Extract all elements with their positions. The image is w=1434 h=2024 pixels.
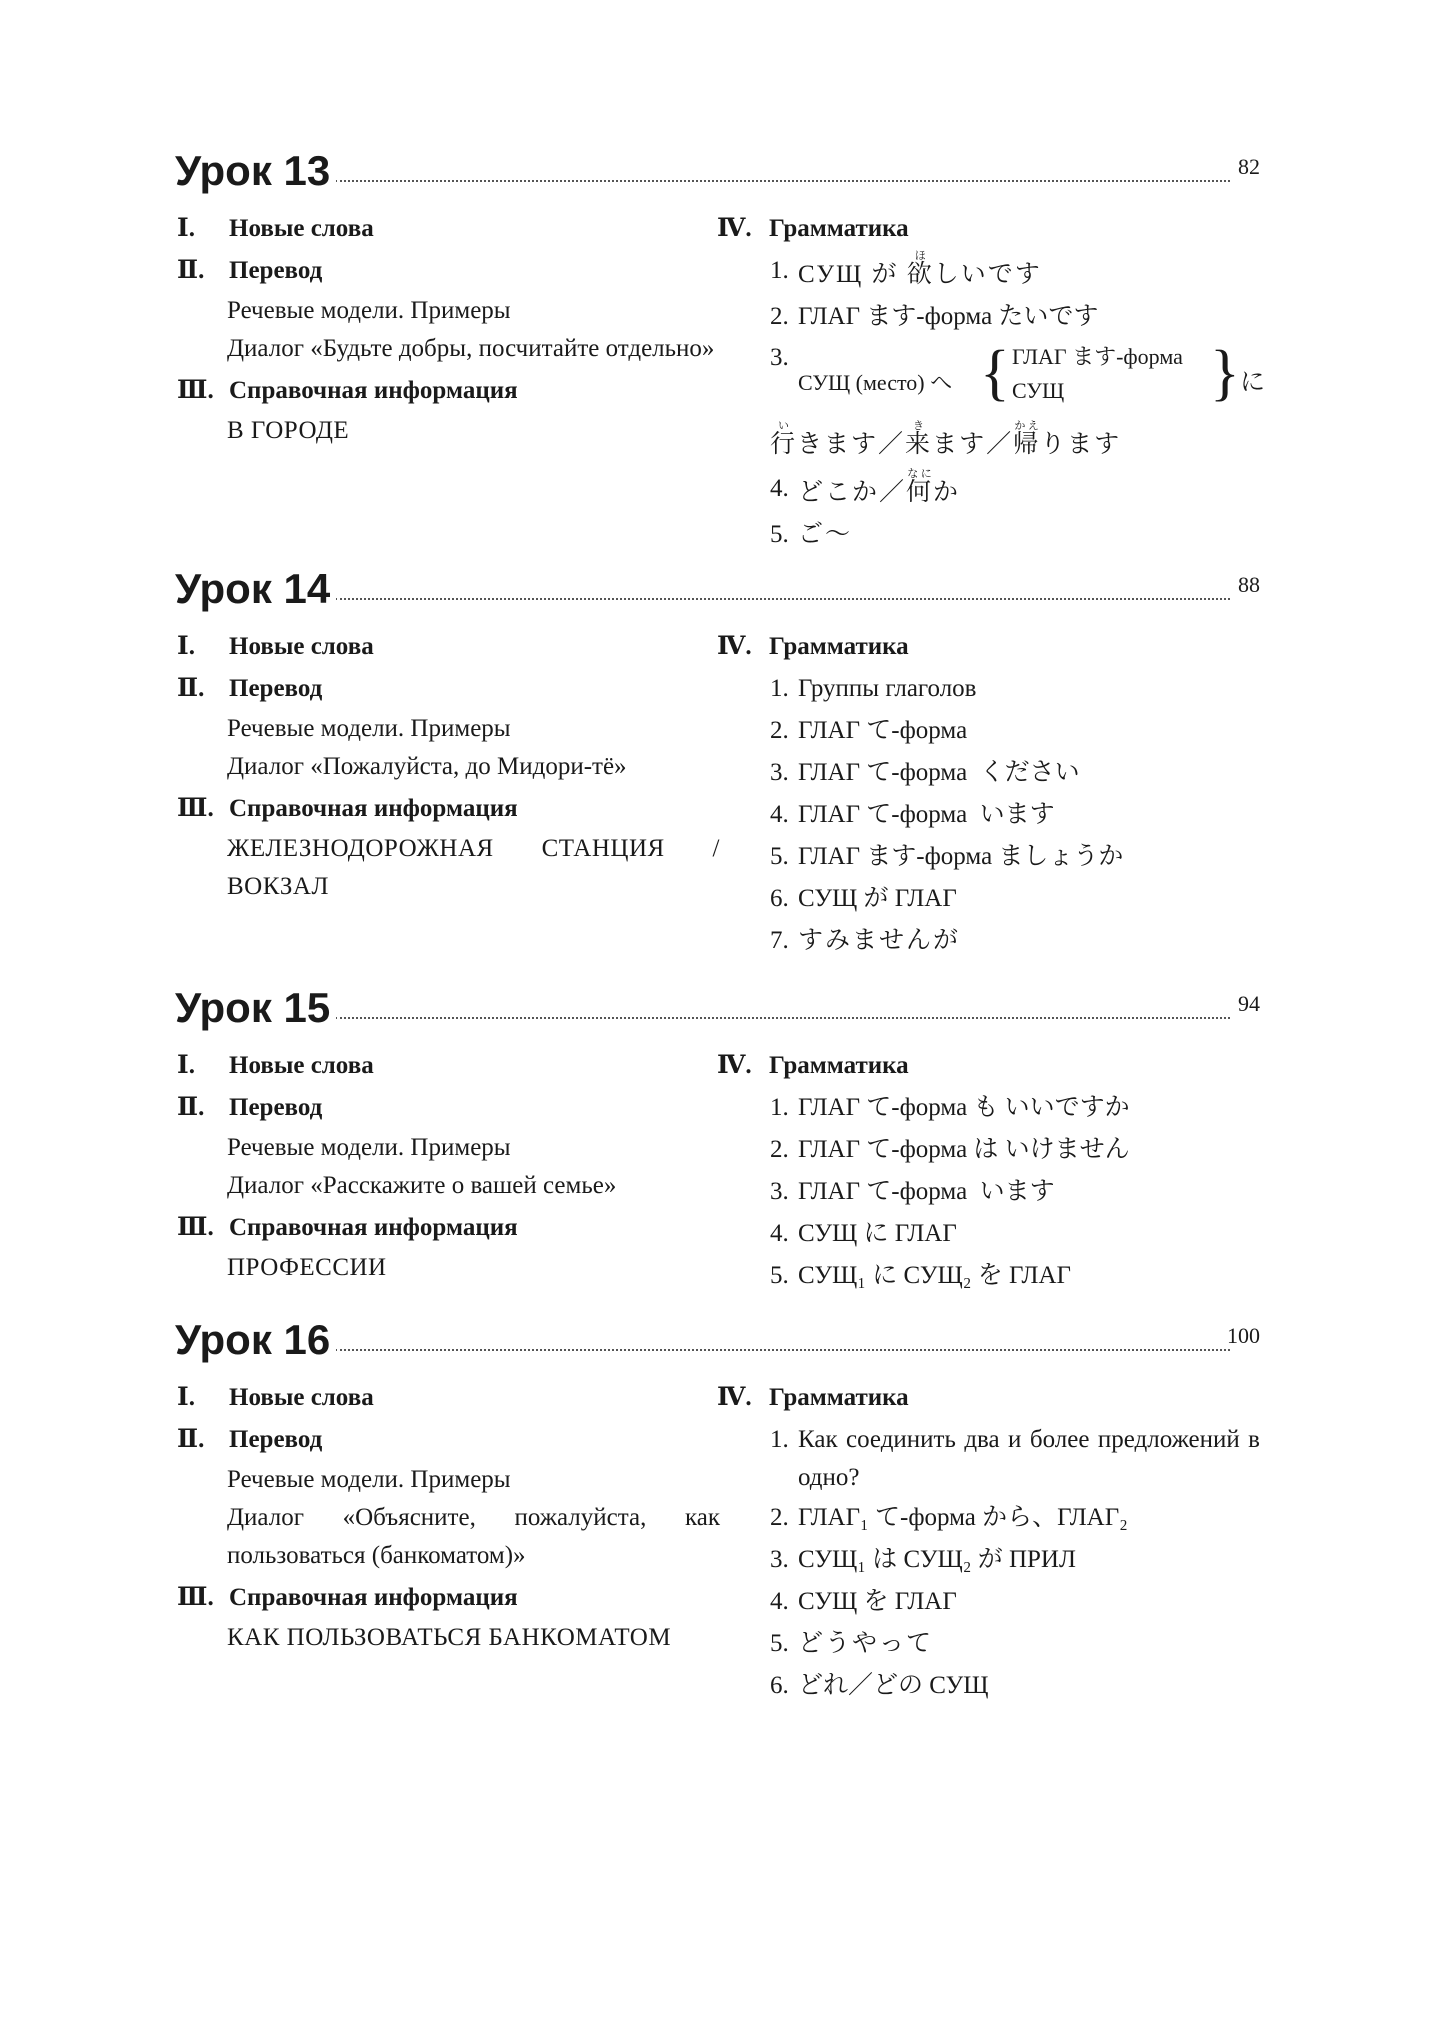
subsection-item[interactable]: Речевые модели. Примеры (227, 715, 511, 742)
item-text (798, 468, 1260, 514)
separator: ／ (986, 431, 1014, 458)
lesson-title[interactable]: Урок 14 (175, 558, 336, 620)
grammar-item[interactable] (770, 668, 1260, 710)
grammar-item[interactable] (770, 920, 1260, 962)
grammar-item[interactable] (770, 468, 1260, 514)
section-label: Справочная информация (229, 377, 518, 404)
item-number: 5. (770, 843, 789, 870)
item-number: 5. (770, 521, 789, 548)
section-translation[interactable] (175, 1087, 720, 1129)
item-text: Группы глаголов (798, 675, 977, 702)
item-text (798, 250, 1260, 296)
text-part: ます (932, 431, 987, 458)
furigana: なに (906, 468, 934, 480)
item-number: 2. (770, 1136, 789, 1163)
item-text: ГЛАГ て-форма います (798, 801, 1055, 828)
subsection-item[interactable]: КАК ПОЛЬЗОВАТЬСЯ БАНКОМАТОМ (227, 1624, 672, 1651)
item-text: СУЩ に ГЛАГ (798, 1220, 957, 1247)
text-part: しいです (933, 261, 1042, 288)
roman-numeral: Ⅰ. (177, 215, 195, 242)
section-grammar[interactable] (715, 626, 1260, 668)
item-number: 3. (770, 1178, 789, 1205)
section-new-words[interactable] (175, 208, 720, 250)
kanji: 帰 (1013, 431, 1041, 458)
grammar-list (770, 1087, 1260, 1297)
grammar-list (770, 1419, 1260, 1707)
grammar-item[interactable] (770, 250, 1260, 296)
section-label: Справочная информация (229, 1214, 518, 1241)
lesson-sections (175, 1045, 720, 1287)
ruby-kanji (905, 420, 933, 458)
item-text: СУЩ を ГЛАГ (798, 1588, 957, 1615)
kanji: 欲 (906, 261, 934, 288)
lesson-header (175, 977, 1260, 1039)
roman-numeral: Ⅰ. (177, 633, 195, 660)
subsection-item[interactable]: ПРОФЕССИИ (227, 1254, 387, 1281)
roman-numeral: Ⅲ. (177, 1214, 214, 1241)
item-number: 1. (770, 675, 789, 702)
item-text: ГЛАГ₁ て-форма から、ГЛАГ₂ (798, 1504, 1128, 1531)
section-label: Грамматика (769, 1384, 909, 1411)
grammar-item[interactable] (770, 296, 1260, 338)
grammar-column (715, 626, 1260, 962)
section-grammar[interactable] (715, 208, 1260, 250)
item-text: ご～ (798, 521, 853, 548)
section-label: Новые слова (229, 633, 374, 660)
roman-numeral: Ⅰ. (177, 1052, 195, 1079)
item-text: ГЛАГ て-форма (798, 717, 968, 744)
lesson-sections (175, 626, 720, 906)
furigana: い (770, 420, 797, 432)
lesson-title[interactable]: Урок 13 (175, 140, 336, 202)
section-grammar[interactable] (715, 1377, 1260, 1419)
grammar-item-formula[interactable] (770, 338, 1266, 416)
furigana: かえ (1013, 420, 1041, 432)
grammar-item[interactable] (770, 1581, 1260, 1623)
subsection-item[interactable]: Диалог «Объясните, пожалуйста, как пользоваться (банкоматом)» (227, 1504, 720, 1569)
text-part: どこか／ (798, 479, 907, 506)
section-translation[interactable] (175, 250, 720, 292)
ruby-kanji (770, 420, 798, 458)
roman-numeral: Ⅲ. (177, 377, 214, 404)
lesson-title[interactable]: Урок 15 (175, 977, 336, 1039)
dot-leader (335, 1349, 1230, 1351)
lesson-15 (175, 977, 1260, 1289)
grammar-column (715, 1045, 1260, 1297)
grammar-column (715, 1377, 1260, 1707)
roman-numeral: Ⅲ. (177, 1584, 214, 1611)
roman-numeral: Ⅳ. (717, 633, 752, 660)
item-number: 4. (770, 801, 789, 828)
formula-option: СУЩ (1012, 378, 1065, 403)
section-label: Справочная информация (229, 1584, 518, 1611)
item-text: Как соединить два и более предложений в одно? (798, 1426, 1260, 1491)
dot-leader (335, 1017, 1230, 1019)
grammar-item[interactable] (770, 794, 1260, 836)
page-number[interactable]: 88 (1234, 572, 1260, 598)
subsection-item[interactable]: Диалог «Пожалуйста, до Мидори-тё» (227, 753, 627, 780)
section-new-words[interactable] (175, 626, 720, 668)
item-text: ГЛАГ ます-форма たいです (798, 303, 1099, 330)
kanji: 何 (906, 479, 934, 506)
right-brace-icon: } (1210, 339, 1240, 407)
grammar-list (770, 468, 1260, 556)
grammar-item[interactable] (770, 710, 1260, 752)
furigana: き (905, 420, 933, 432)
section-reference-info[interactable] (175, 788, 720, 830)
grammar-item[interactable] (770, 752, 1260, 794)
grammar-item[interactable] (770, 1665, 1260, 1707)
subsection-item[interactable]: Речевые модели. Примеры (227, 1134, 511, 1161)
item-number: 2. (770, 717, 789, 744)
grammar-item[interactable] (770, 836, 1260, 878)
item-number: 1. (770, 1094, 789, 1121)
grammar-item[interactable] (770, 1497, 1260, 1539)
section-label: Новые слова (229, 1384, 374, 1411)
item-number: 3. (770, 1546, 789, 1573)
item-text: СУЩ が ГЛАГ (798, 885, 957, 912)
grammar-item[interactable] (770, 1213, 1260, 1255)
subsection-item[interactable]: Речевые модели. Примеры (227, 297, 511, 324)
section-label: Перевод (229, 1094, 323, 1121)
ruby-kanji (1013, 420, 1041, 458)
roman-numeral: Ⅳ. (717, 1052, 752, 1079)
formula-option: ГЛАГ ます-форма (1012, 344, 1183, 369)
grammar-list (770, 250, 1260, 338)
item-number: 4. (770, 1588, 789, 1615)
text-part: ります (1040, 431, 1122, 458)
formula-noun-place: СУЩ (место) へ (798, 370, 953, 395)
roman-numeral: Ⅳ. (717, 1384, 752, 1411)
grammar-item[interactable] (770, 1255, 1260, 1297)
item-text: ГЛАГ て-форма は いけません (798, 1136, 1130, 1163)
dot-leader (335, 180, 1230, 182)
grammar-list (770, 668, 1260, 962)
section-translation[interactable] (175, 1419, 720, 1461)
page-number[interactable]: 82 (1234, 154, 1260, 180)
item-text: ГЛАГ て-форма います (798, 1178, 1055, 1205)
item-number: 1. (770, 257, 789, 284)
item-number: 7. (770, 927, 789, 954)
item-text: ГЛАГ て-форма も いいですか (798, 1094, 1130, 1121)
text-part: СУЩ が (798, 261, 907, 288)
subsection-item[interactable]: Диалог «Будьте добры, посчитайте отдельно» (227, 335, 715, 362)
lesson-title[interactable]: Урок 16 (175, 1309, 336, 1371)
item-number: 2. (770, 303, 789, 330)
item-number: 6. (770, 1672, 789, 1699)
section-label: Перевод (229, 1426, 323, 1453)
item-number: 3. (770, 759, 789, 786)
separator: ／ (878, 431, 906, 458)
roman-numeral: Ⅱ. (177, 1426, 205, 1453)
section-label: Грамматика (769, 1052, 909, 1079)
item-number: 5. (770, 1630, 789, 1657)
section-label: Перевод (229, 675, 323, 702)
dot-leader (335, 598, 1230, 600)
grammar-item[interactable] (770, 1623, 1260, 1665)
item-number: 1. (770, 1426, 789, 1453)
item-number: 5. (770, 1262, 789, 1289)
roman-numeral: Ⅱ. (177, 1094, 205, 1121)
grammar-item[interactable] (770, 514, 1260, 556)
section-label: Справочная информация (229, 795, 518, 822)
lesson-14 (175, 558, 1260, 954)
subsection-item[interactable]: Речевые модели. Примеры (227, 1466, 511, 1493)
section-grammar[interactable] (715, 1045, 1260, 1087)
item-number: 4. (770, 475, 789, 502)
subsection-item[interactable]: ЖЕЛЕЗНОДОРОЖНАЯ СТАНЦИЯ / ВОКЗАЛ (227, 835, 720, 900)
section-new-words[interactable] (175, 1045, 720, 1087)
section-new-words[interactable] (175, 1377, 720, 1419)
left-brace-icon: { (980, 339, 1010, 407)
item-text: どうやって (798, 1630, 934, 1657)
grammar-item[interactable] (770, 1539, 1260, 1581)
roman-numeral: Ⅳ. (717, 215, 752, 242)
roman-numeral: Ⅱ. (177, 257, 205, 284)
roman-numeral: Ⅱ. (177, 675, 205, 702)
section-label: Новые слова (229, 1052, 374, 1079)
item-number: 3. (770, 344, 789, 371)
kanji: 行 (770, 431, 798, 458)
subsection-item[interactable]: В ГОРОДЕ (227, 417, 350, 444)
grammar-item[interactable] (770, 1171, 1260, 1213)
formula-particle: に (1240, 369, 1266, 396)
kanji: 来 (905, 431, 933, 458)
section-label: Перевод (229, 257, 323, 284)
grammar-item[interactable] (770, 1129, 1260, 1171)
section-label: Грамматика (769, 633, 909, 660)
roman-numeral: Ⅲ. (177, 795, 214, 822)
section-reference-info[interactable] (175, 370, 720, 412)
item-text: すみませんが (798, 927, 961, 954)
text-part: か (933, 479, 961, 506)
item-number: 6. (770, 885, 789, 912)
ruby-kanji (906, 250, 934, 288)
grammar-column (715, 208, 1266, 556)
item-text: СУЩ₁ は СУЩ₂ が ПРИЛ (798, 1546, 1076, 1573)
lesson-header (175, 1309, 1260, 1371)
lesson-header (175, 140, 1260, 202)
item-text: ГЛАГ て-форма ください (798, 759, 1080, 786)
page-number[interactable]: 94 (1234, 991, 1260, 1017)
page-number[interactable]: 100 (1223, 1323, 1260, 1349)
item-text: СУЩ₁ に СУЩ₂ を ГЛАГ (798, 1262, 1071, 1289)
roman-numeral: Ⅰ. (177, 1384, 195, 1411)
lesson-sections (175, 208, 720, 450)
section-reference-info[interactable] (175, 1207, 720, 1249)
lesson-sections (175, 1377, 720, 1657)
section-reference-info[interactable] (175, 1577, 720, 1619)
lesson-header (175, 558, 1260, 620)
furigana: ほ (906, 250, 934, 262)
grammar-item[interactable] (770, 878, 1260, 920)
section-label: Новые слова (229, 215, 374, 242)
item-text: ГЛАГ ます-форма ましょうか (798, 843, 1124, 870)
section-label: Грамматика (769, 215, 909, 242)
lesson-16 (175, 1309, 1260, 1699)
item-number: 4. (770, 1220, 789, 1247)
verbs-of-motion (770, 416, 1260, 468)
item-text: どれ／どの СУЩ (798, 1672, 989, 1699)
grammar-item[interactable] (770, 1419, 1260, 1497)
lesson-13 (175, 140, 1266, 548)
ruby-kanji (906, 468, 934, 506)
subsection-item[interactable]: Диалог «Расскажите о вашей семье» (227, 1172, 617, 1199)
item-number: 2. (770, 1504, 789, 1531)
grammar-item[interactable] (770, 1087, 1260, 1129)
text-part: きます (797, 431, 879, 458)
section-translation[interactable] (175, 668, 720, 710)
